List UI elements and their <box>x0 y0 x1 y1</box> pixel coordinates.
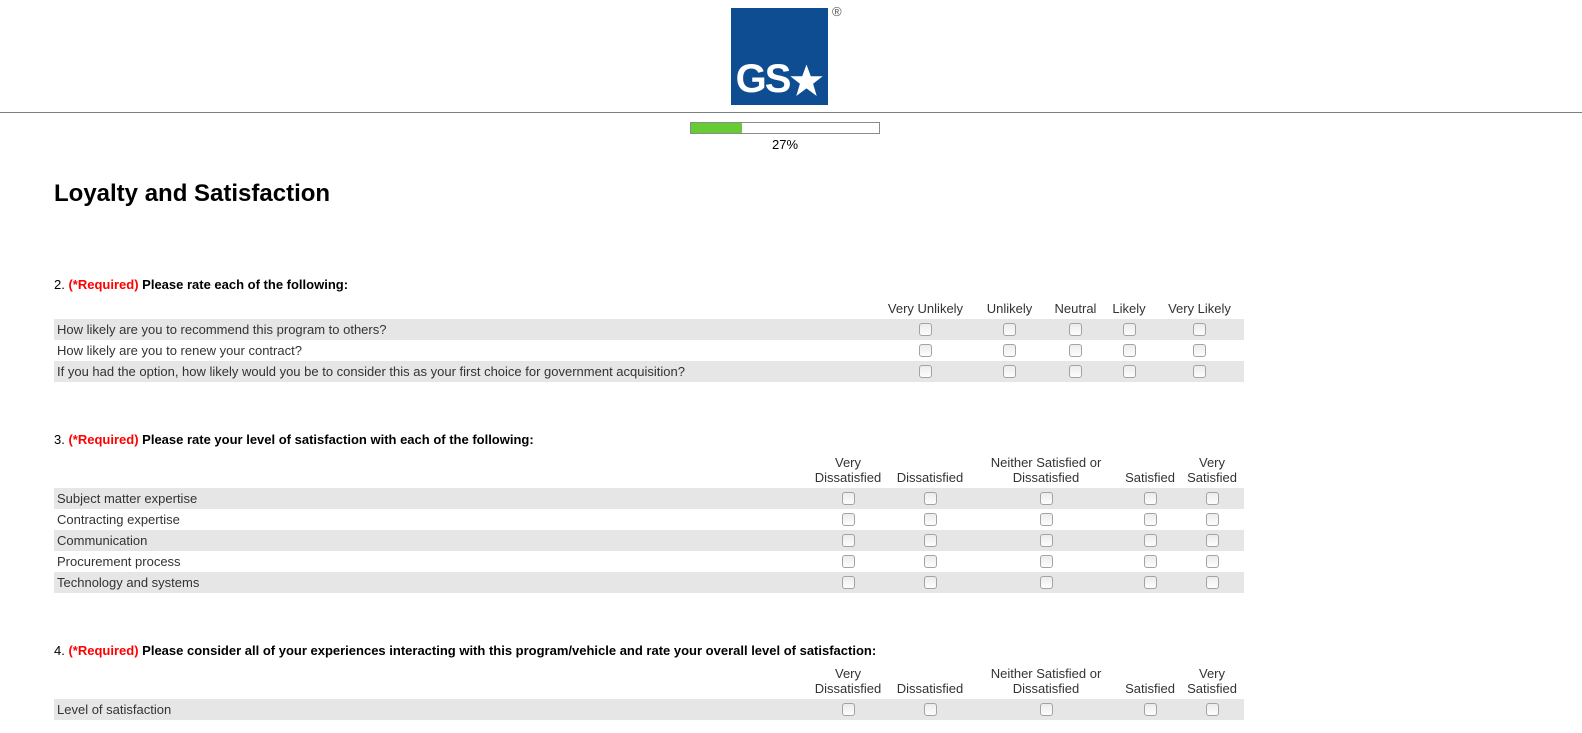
page-title: Loyalty and Satisfaction <box>54 180 331 207</box>
column-header: Likely <box>1112 301 1146 316</box>
required-indicator: (*Required) <box>68 643 139 658</box>
row-label: Technology and systems <box>57 575 200 590</box>
rating-checkbox[interactable] <box>924 555 937 568</box>
gsa-logo-text: GS <box>735 57 790 101</box>
checkbox-cell <box>1180 555 1244 568</box>
checkbox-cell <box>1180 513 1244 526</box>
rating-checkbox[interactable] <box>1206 576 1219 589</box>
checkbox-cell <box>1155 365 1244 378</box>
rating-checkbox[interactable] <box>919 323 932 336</box>
rating-checkbox[interactable] <box>842 576 855 589</box>
rating-checkbox[interactable] <box>842 534 855 547</box>
rating-checkbox[interactable] <box>842 703 855 716</box>
checkbox-cell <box>880 323 971 336</box>
checkbox-cell <box>808 576 888 589</box>
column-header: Unlikely <box>986 301 1033 316</box>
checkbox-cell <box>888 576 972 589</box>
checkbox-cell <box>972 534 1120 547</box>
rating-checkbox[interactable] <box>1123 344 1136 357</box>
progress-percent-label: 27% <box>771 137 799 152</box>
checkbox-cell <box>888 555 972 568</box>
checkbox-cell <box>888 513 972 526</box>
question-2-label <box>54 277 1244 293</box>
gsa-logo <box>731 8 828 105</box>
table-row <box>54 361 1244 382</box>
rating-checkbox[interactable] <box>924 576 937 589</box>
row-label: If you had the option, how likely would you be to consider this as your first choice for government acquisition? <box>57 364 685 379</box>
question-text: Please rate your level of satisfaction with each of the following: <box>142 432 534 447</box>
rating-table-likelihood <box>54 297 1244 382</box>
checkbox-cell <box>971 365 1048 378</box>
rating-checkbox[interactable] <box>1040 703 1053 716</box>
question-number: 3. <box>54 432 65 447</box>
checkbox-cell <box>972 492 1120 505</box>
column-header: Neutral <box>1054 301 1097 316</box>
checkbox-cell <box>1120 492 1180 505</box>
checkbox-cell <box>972 576 1120 589</box>
rating-checkbox[interactable] <box>1069 344 1082 357</box>
checkbox-cell <box>888 492 972 505</box>
rating-checkbox[interactable] <box>1040 492 1053 505</box>
question-3 <box>54 432 1244 593</box>
row-label: How likely are you to renew your contract? <box>57 343 302 358</box>
column-header: Dissatisfied <box>896 470 964 485</box>
rating-checkbox[interactable] <box>924 703 937 716</box>
column-header: Neither Satisfied or Dissatisfied <box>990 666 1102 696</box>
progress-bar <box>690 122 880 134</box>
column-header: Very Dissatisfied <box>814 666 882 696</box>
rating-checkbox[interactable] <box>919 344 932 357</box>
question-number: 2. <box>54 277 65 292</box>
checkbox-cell <box>1048 323 1103 336</box>
rating-checkbox[interactable] <box>924 513 937 526</box>
checkbox-cell <box>1180 492 1244 505</box>
checkbox-cell <box>971 323 1048 336</box>
rating-checkbox[interactable] <box>1003 323 1016 336</box>
rating-checkbox[interactable] <box>1144 492 1157 505</box>
rating-checkbox[interactable] <box>1003 365 1016 378</box>
rating-checkbox[interactable] <box>1040 534 1053 547</box>
row-label: How likely are you to recommend this program to others? <box>57 322 387 337</box>
checkbox-cell <box>1120 703 1180 716</box>
rating-checkbox[interactable] <box>1193 323 1206 336</box>
rating-checkbox[interactable] <box>1123 365 1136 378</box>
checkbox-cell <box>1103 365 1155 378</box>
rating-checkbox[interactable] <box>1040 513 1053 526</box>
column-header: Satisfied <box>1125 470 1175 485</box>
checkbox-cell <box>1120 555 1180 568</box>
rating-checkbox[interactable] <box>1193 365 1206 378</box>
table-body <box>54 319 1244 382</box>
question-text: Please consider all of your experiences interacting with this program/vehicle and rate your overall level of satisfaction: <box>142 643 877 658</box>
progress-fill <box>691 123 742 133</box>
column-header: Neither Satisfied or Dissatisfied <box>990 455 1102 485</box>
checkbox-cell <box>808 555 888 568</box>
rating-checkbox[interactable] <box>919 365 932 378</box>
rating-checkbox[interactable] <box>1206 492 1219 505</box>
rating-checkbox[interactable] <box>1069 365 1082 378</box>
rating-checkbox[interactable] <box>1144 703 1157 716</box>
row-label: Contracting expertise <box>57 512 180 527</box>
checkbox-cell <box>888 703 972 716</box>
checkbox-cell <box>1155 344 1244 357</box>
checkbox-cell <box>1120 513 1180 526</box>
registered-trademark-icon: ® <box>832 4 842 19</box>
rating-checkbox[interactable] <box>1144 513 1157 526</box>
table-row <box>54 340 1244 361</box>
rating-table-satisfaction <box>54 454 1244 593</box>
column-header: Very Satisfied <box>1187 455 1237 485</box>
progress-zone <box>0 113 1582 152</box>
rating-checkbox[interactable] <box>842 555 855 568</box>
column-header-row <box>54 665 1244 699</box>
row-label: Procurement process <box>57 554 181 569</box>
checkbox-cell <box>1155 323 1244 336</box>
rating-checkbox[interactable] <box>1123 323 1136 336</box>
question-2 <box>54 277 1244 382</box>
rating-checkbox[interactable] <box>1206 534 1219 547</box>
checkbox-cell <box>1180 703 1244 716</box>
rating-checkbox[interactable] <box>1206 513 1219 526</box>
checkbox-cell <box>1103 344 1155 357</box>
question-3-label <box>54 432 1244 448</box>
rating-checkbox[interactable] <box>1206 703 1219 716</box>
row-label: Level of satisfaction <box>57 702 172 717</box>
checkbox-cell <box>1048 344 1103 357</box>
rating-checkbox[interactable] <box>1144 576 1157 589</box>
table-row <box>54 488 1244 509</box>
column-header: Very Dissatisfied <box>814 455 882 485</box>
column-header-row <box>54 297 1244 319</box>
rating-checkbox[interactable] <box>1206 555 1219 568</box>
checkbox-cell <box>880 365 971 378</box>
rating-checkbox[interactable] <box>1069 323 1082 336</box>
question-number: 4. <box>54 643 65 658</box>
checkbox-cell <box>1103 323 1155 336</box>
row-label: Subject matter expertise <box>57 491 198 506</box>
checkbox-cell <box>888 534 972 547</box>
column-header: Very Unlikely <box>887 301 964 316</box>
question-4 <box>54 643 1244 720</box>
rating-checkbox[interactable] <box>1144 555 1157 568</box>
gsa-star-icon <box>790 64 823 97</box>
rating-checkbox[interactable] <box>1193 344 1206 357</box>
page-header <box>0 0 1582 113</box>
checkbox-cell <box>1048 365 1103 378</box>
rating-checkbox[interactable] <box>1003 344 1016 357</box>
table-row <box>54 551 1244 572</box>
checkbox-cell <box>971 344 1048 357</box>
required-indicator: (*Required) <box>68 277 139 292</box>
checkbox-cell <box>972 555 1120 568</box>
checkbox-cell <box>880 344 971 357</box>
question-text: Please rate each of the following: <box>142 277 349 292</box>
row-label: Communication <box>57 533 148 548</box>
column-header: Very Satisfied <box>1187 666 1237 696</box>
column-header-row <box>54 454 1244 488</box>
table-row <box>54 530 1244 551</box>
checkbox-cell <box>972 513 1120 526</box>
table-body <box>54 699 1244 720</box>
checkbox-cell <box>1120 576 1180 589</box>
rating-checkbox[interactable] <box>842 513 855 526</box>
table-row <box>54 572 1244 593</box>
required-indicator: (*Required) <box>68 432 139 447</box>
table-row <box>54 319 1244 340</box>
question-4-label <box>54 643 1244 659</box>
rating-checkbox[interactable] <box>1040 576 1053 589</box>
rating-checkbox[interactable] <box>924 492 937 505</box>
rating-table-overall-satisfaction <box>54 665 1244 720</box>
table-row <box>54 699 1244 720</box>
checkbox-cell <box>808 534 888 547</box>
checkbox-cell <box>1120 534 1180 547</box>
checkbox-cell <box>1180 534 1244 547</box>
rating-checkbox[interactable] <box>1040 555 1053 568</box>
checkbox-cell <box>1180 576 1244 589</box>
rating-checkbox[interactable] <box>842 492 855 505</box>
checkbox-cell <box>808 513 888 526</box>
table-body <box>54 488 1244 593</box>
checkbox-cell <box>808 492 888 505</box>
column-header: Satisfied <box>1125 681 1175 696</box>
checkbox-cell <box>972 703 1120 716</box>
column-header: Dissatisfied <box>896 681 964 696</box>
column-header: Very Likely <box>1168 301 1231 316</box>
checkbox-cell <box>808 703 888 716</box>
rating-checkbox[interactable] <box>1144 534 1157 547</box>
table-row <box>54 509 1244 530</box>
rating-checkbox[interactable] <box>924 534 937 547</box>
survey-content <box>54 180 1244 720</box>
